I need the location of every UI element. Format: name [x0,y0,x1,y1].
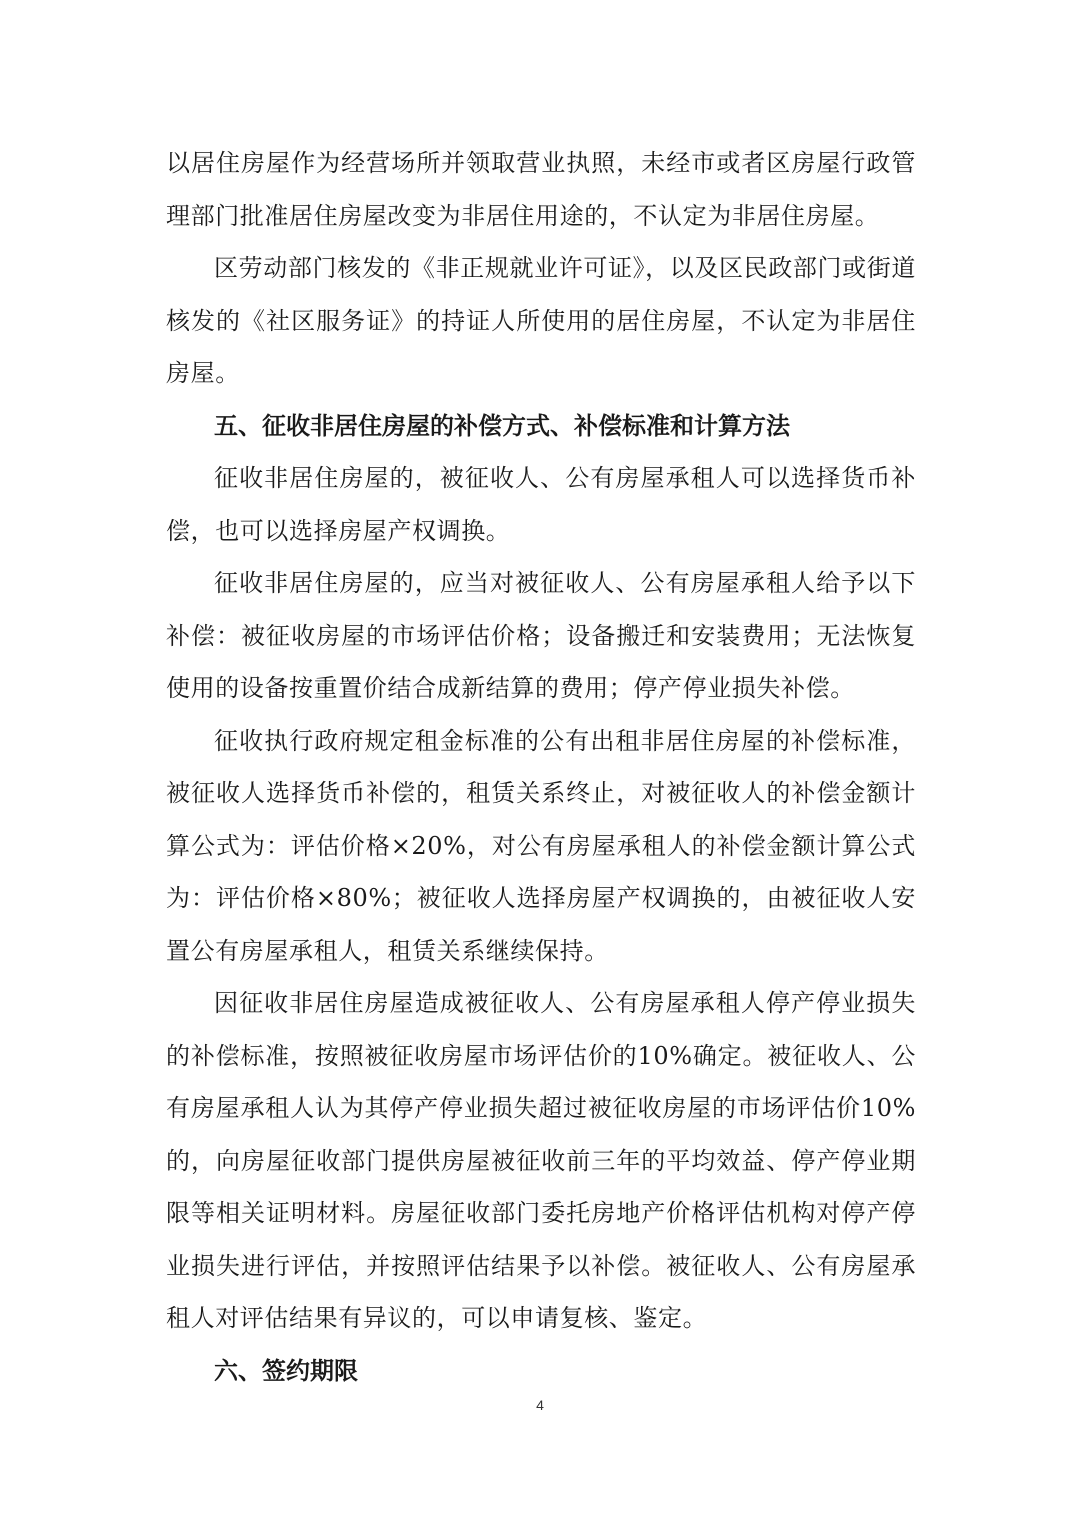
paragraph-business-loss-compensation: 因征收非居住房屋造成被征收人、公有房屋承租人停产停业损失的补偿标准，按照被征收房屋市场评估价的10%确定。被征收人、公有房屋承租人认为其停产停业损失超过被征收房屋的市场评估价10%的，向房屋征收部门提供房屋被征收前三年的平均效益、停产停业期限等相关证明材料。房屋征收部门委托房地产价格评估机构对停产停业损失进行评估，并按照评估结果予以补偿。被征收人、公有房屋承租人对评估结果有异议的，可以申请复核、鉴定。 [166,989,916,1332]
paragraph-residential-business-use: 以居住房屋作为经营场所并领取营业执照，未经市或者区房屋行政管理部门批准居住房屋改变为非居住用途的，不认定为非居住房屋。 [166,149,916,230]
document-body [166,137,916,1397]
section-heading-6: 六、签约期限 [214,1356,358,1385]
paragraph-informal-employment-permit: 区劳动部门核发的《非正规就业许可证》，以及区民政部门或街道核发的《社区服务证》的持证人所使用的居住房屋，不认定为非居住房屋。 [166,254,916,387]
paragraph-public-rental-standard: 征收执行政府规定租金标准的公有出租非居住房屋的补偿标准，被征收人选择货币补偿的，租赁关系终止，对被征收人的补偿金额计算公式为：评估价格×20%，对公有房屋承租人的补偿金额计算公式为：评估价格×80%；被征收人选择房屋产权调换的，由被征收人安置公有房屋承租人，租赁关系继续保持。 [166,726,916,965]
paragraph-compensation-items: 征收非居住房屋的，应当对被征收人、公有房屋承租人给予以下补偿：被征收房屋的市场评估价格；设备搬迁和安装费用；无法恢复使用的设备按重置价结合成新结算的费用；停产停业损失补偿。 [166,569,916,702]
section-heading-5: 五、征收非居住房屋的补偿方式、补偿标准和计算方法 [214,411,790,440]
page-number: 4 [536,1397,544,1413]
paragraph-compensation-choice: 征收非居住房屋的，被征收人、公有房屋承租人可以选择货币补偿，也可以选择房屋产权调换。 [166,464,916,545]
